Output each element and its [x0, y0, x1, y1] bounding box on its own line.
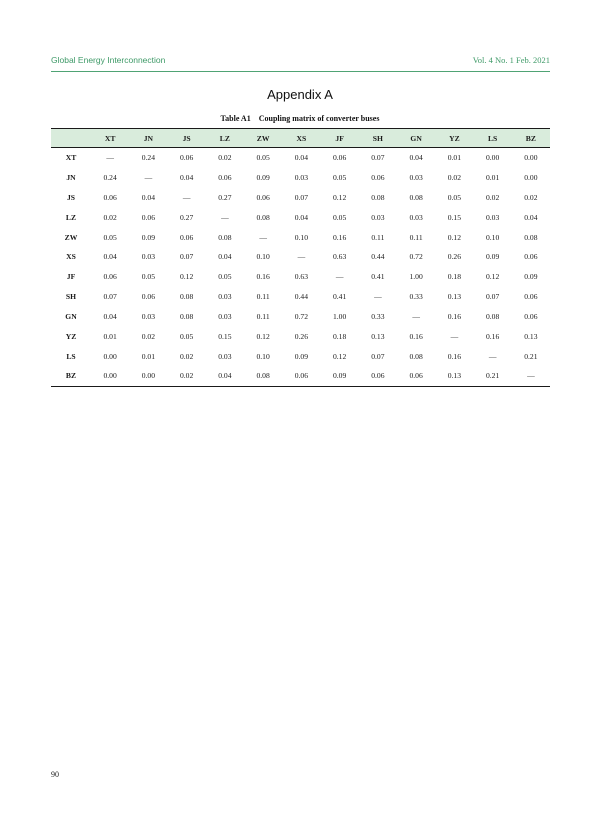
table-row [51, 148, 550, 168]
table-cell: 0.03 [218, 312, 232, 322]
table-cell: 0.06 [179, 153, 194, 163]
table-cell: 0.09 [524, 272, 538, 282]
table-row [51, 227, 550, 247]
table-cell: 0.00 [141, 371, 156, 381]
table-cell: 0.12 [332, 351, 347, 361]
table-cell: 0.00 [524, 153, 538, 163]
table-cell: 0.06 [524, 292, 538, 302]
table-cell: 0.05 [103, 232, 117, 242]
table-cell: 0.12 [485, 272, 500, 282]
table-cell: 0.10 [294, 232, 309, 242]
table-cell: 0.06 [371, 371, 385, 381]
table-cell: 0.04 [141, 192, 156, 202]
table-cell: 0.04 [103, 312, 117, 322]
table-cell: 0.06 [179, 232, 194, 242]
table-cell: 0.06 [218, 172, 232, 182]
table-cell: 0.09 [332, 371, 347, 381]
table-cell: 0.03 [409, 172, 423, 182]
journal-name: Global Energy Interconnection [51, 55, 166, 65]
table-cell: — [221, 212, 229, 222]
column-header: SH [372, 133, 383, 143]
table-row [51, 187, 550, 207]
table-cell: 0.16 [485, 331, 500, 341]
table-cell: 0.01 [447, 153, 462, 163]
table-cell: 0.04 [294, 153, 309, 163]
table-cell: 0.08 [485, 312, 500, 322]
table-cell: 0.00 [524, 172, 538, 182]
table-cell: — [335, 272, 344, 282]
table-cell: 0.18 [332, 331, 347, 341]
appendix-title: Appendix A [267, 87, 333, 102]
row-header: JF [66, 272, 76, 282]
table-caption-text: Coupling matrix of converter buses [258, 114, 380, 123]
table-cell: 0.08 [371, 192, 385, 202]
table-body [51, 148, 550, 387]
table-cell: 0.08 [256, 212, 270, 222]
table-cell: 0.01 [141, 351, 156, 361]
table-cell: 0.02 [141, 331, 156, 341]
column-header: LS [487, 133, 498, 143]
table-cell: 0.06 [103, 272, 117, 282]
table-cell: — [106, 153, 114, 163]
page-number: 90 [51, 770, 59, 779]
table-cell: 0.12 [179, 272, 194, 282]
table-cell: 0.04 [103, 252, 117, 262]
column-header: YZ [449, 133, 460, 143]
table-cell: 0.07 [371, 351, 385, 361]
table-cell: 0.63 [332, 252, 347, 262]
table-cell: 0.07 [179, 252, 194, 262]
table-cell: — [527, 371, 535, 381]
table-cell: 0.08 [179, 312, 194, 322]
table-cell: 0.08 [409, 351, 423, 361]
corner-cell [51, 129, 91, 148]
table-cell: 0.44 [294, 292, 309, 302]
table-cell: 0.24 [141, 153, 156, 163]
table-cell: 0.11 [409, 232, 423, 242]
issue-info: Vol. 4 No. 1 Feb. 2021 [472, 55, 550, 65]
row-header: SH [65, 292, 77, 302]
table-cell: 0.07 [103, 292, 117, 302]
table-caption [0, 114, 600, 123]
row-header: GN [65, 312, 77, 322]
table-cell: 0.05 [256, 153, 270, 163]
table-cell: 0.18 [447, 272, 462, 282]
table-cell: — [144, 172, 153, 182]
running-header [51, 55, 550, 72]
row-header: ZW [64, 232, 78, 242]
table-cell: 0.05 [332, 212, 347, 222]
table-cell: 0.03 [141, 312, 156, 322]
table-cell: 0.10 [485, 232, 500, 242]
table-cell: 0.26 [447, 252, 462, 262]
row-header: XS [66, 252, 76, 262]
table-cell: 0.04 [409, 153, 423, 163]
table-cell: 0.13 [447, 292, 462, 302]
table-cell: 0.06 [141, 292, 156, 302]
table-cell: 1.00 [332, 312, 347, 322]
table-cell: 0.03 [218, 292, 232, 302]
table-cell: 0.03 [294, 172, 309, 182]
table-cell: 0.09 [256, 172, 270, 182]
table-number: Table A1 [220, 114, 251, 123]
table-cell: 0.11 [256, 312, 270, 322]
table-row [51, 207, 550, 227]
table-cell: 0.05 [332, 172, 347, 182]
table-cell: — [488, 351, 497, 361]
table-cell: 0.06 [371, 172, 385, 182]
table-cell: 0.08 [409, 192, 423, 202]
table-cell: 0.72 [294, 312, 309, 322]
table-cell: 0.13 [524, 331, 538, 341]
table-cell: 0.16 [447, 351, 462, 361]
table-cell: 0.72 [409, 252, 423, 262]
table-cell: — [259, 232, 267, 242]
table-cell: 0.02 [218, 153, 232, 163]
table-cell: — [374, 292, 382, 302]
table-cell: — [297, 252, 306, 262]
table-cell: 0.04 [218, 252, 232, 262]
table-cell: 0.33 [409, 292, 423, 302]
table-cell: 0.33 [371, 312, 385, 322]
table-cell: 0.21 [485, 371, 500, 381]
table-cell: 0.05 [179, 331, 194, 341]
column-header: JN [143, 133, 154, 143]
table-row [51, 167, 550, 187]
table-cell: 0.00 [103, 351, 117, 361]
table-row [51, 346, 550, 366]
table-cell: 0.08 [524, 232, 538, 242]
table-row [51, 287, 550, 307]
table-cell: 0.03 [371, 212, 385, 222]
table-cell: 0.16 [332, 232, 347, 242]
table-cell: 0.00 [485, 153, 500, 163]
table-cell: 0.15 [447, 212, 462, 222]
table-cell: 0.02 [447, 172, 462, 182]
table-cell: 0.01 [103, 331, 117, 341]
table-cell: 0.07 [371, 153, 385, 163]
table-cell: 0.08 [179, 292, 194, 302]
column-header: BZ [525, 133, 536, 143]
table-cell: 0.06 [524, 312, 538, 322]
table-cell: 0.08 [256, 371, 270, 381]
column-header: XS [296, 133, 307, 143]
column-header: XT [104, 133, 116, 143]
row-header: YZ [65, 331, 77, 341]
column-header: ZW [256, 133, 270, 143]
table-cell: 0.12 [332, 192, 347, 202]
table-cell: 0.16 [256, 272, 270, 282]
table-cell: 0.08 [218, 232, 232, 242]
table-row [51, 247, 550, 267]
table-cell: 0.27 [218, 192, 232, 202]
table-row [51, 307, 550, 327]
column-header: JS [182, 133, 191, 143]
table-cell: 0.06 [294, 371, 309, 381]
row-header: JS [66, 192, 76, 202]
table-cell: 0.04 [524, 212, 538, 222]
table-cell: 0.06 [256, 192, 270, 202]
table-cell: 0.03 [485, 212, 500, 222]
table-cell: 1.00 [409, 272, 423, 282]
row-header: BZ [65, 371, 77, 381]
table-cell: 0.02 [485, 192, 500, 202]
table-cell: 0.06 [103, 192, 117, 202]
table-cell: 0.13 [447, 371, 462, 381]
table-cell: 0.07 [485, 292, 500, 302]
row-header: LS [66, 351, 76, 361]
table-cell: 0.06 [409, 371, 423, 381]
table-row [51, 327, 550, 347]
table-cell: 0.41 [332, 292, 347, 302]
table-cell: 0.05 [141, 272, 156, 282]
column-header: JF [335, 133, 344, 143]
column-header: GN [410, 133, 422, 143]
table-cell: 0.06 [332, 153, 347, 163]
table-cell: — [182, 192, 191, 202]
table-cell: 0.27 [179, 212, 194, 222]
table-cell: 0.09 [141, 232, 156, 242]
table-cell: 0.11 [371, 232, 385, 242]
table-cell: 0.11 [256, 292, 270, 302]
table-cell: 0.05 [218, 272, 232, 282]
table-cell: 0.06 [524, 252, 538, 262]
table-cell: 0.02 [179, 371, 194, 381]
table-cell: 0.06 [141, 212, 156, 222]
table-row [51, 267, 550, 287]
row-header: JN [66, 172, 76, 182]
table-cell: 0.26 [294, 331, 309, 341]
table-cell: 0.04 [294, 212, 309, 222]
table-cell: 0.16 [409, 331, 423, 341]
table-cell: — [450, 331, 459, 341]
table-cell: 0.09 [485, 252, 500, 262]
table-cell: 0.00 [103, 371, 117, 381]
table-cell: 0.03 [409, 212, 423, 222]
coupling-matrix-table [51, 128, 550, 387]
table-cell: 0.13 [371, 331, 385, 341]
table-cell: — [412, 312, 420, 322]
table-cell: 0.04 [218, 371, 232, 381]
table-cell: 0.12 [256, 331, 270, 341]
table-cell: 0.01 [485, 172, 500, 182]
table-cell: 0.10 [256, 252, 270, 262]
table-row [51, 366, 550, 386]
table-cell: 0.04 [179, 172, 194, 182]
row-header: XT [65, 153, 77, 163]
table-cell: 0.16 [447, 312, 462, 322]
table-cell: 0.03 [218, 351, 232, 361]
table-cell: 0.44 [371, 252, 385, 262]
table-cell: 0.03 [141, 252, 156, 262]
table-cell: 0.41 [371, 272, 385, 282]
table-cell: 0.02 [103, 212, 117, 222]
table-cell: 0.63 [294, 272, 309, 282]
table-cell: 0.24 [103, 172, 117, 182]
table-cell: 0.12 [447, 232, 462, 242]
table-cell: 0.15 [218, 331, 232, 341]
table-header-row [51, 129, 550, 148]
table-cell: 0.02 [179, 351, 194, 361]
column-header: LZ [219, 133, 230, 143]
table-cell: 0.07 [294, 192, 309, 202]
row-header: LZ [65, 212, 77, 222]
table-cell: 0.02 [524, 192, 538, 202]
table-cell: 0.21 [524, 351, 538, 361]
table-cell: 0.10 [256, 351, 270, 361]
table-cell: 0.05 [447, 192, 462, 202]
table-cell: 0.09 [294, 351, 309, 361]
